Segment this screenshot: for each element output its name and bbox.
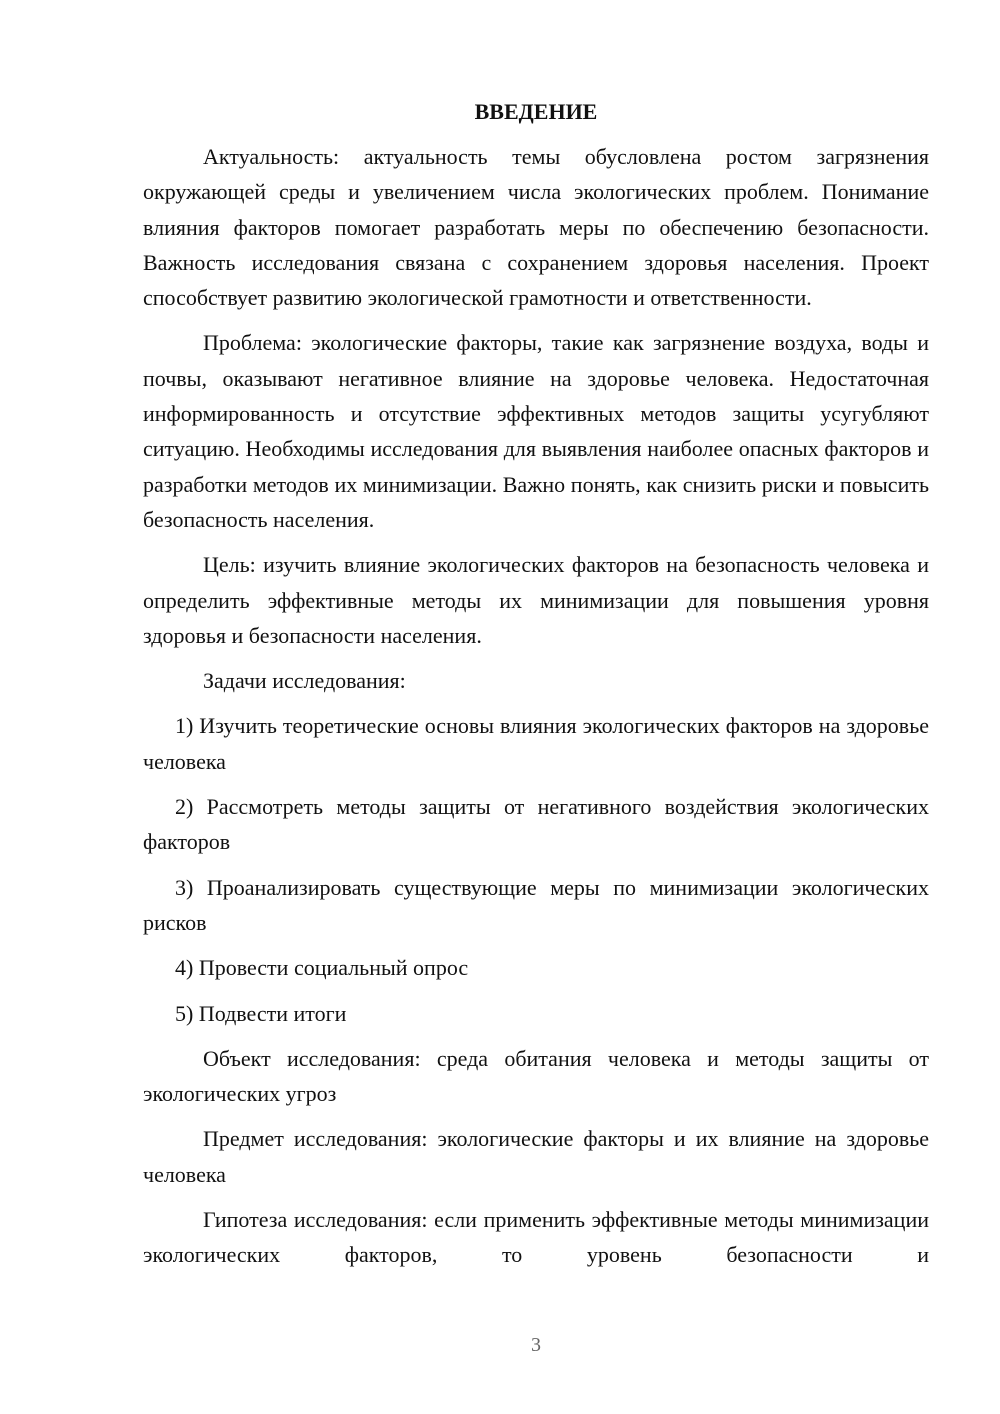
page-heading: ВВЕДЕНИЕ [474,99,598,124]
paragraph-tasks-title: Задачи исследования: [203,668,406,694]
paragraph-subject: Предмет исследования: экологические факторы и их влияние на здоровье человека [143,1126,929,1187]
page-content [143,94,929,1283]
list-item-task-2: 2) Рассмотреть методы защиты от негативного воздействия экологических факторов [143,794,929,855]
paragraph-problem: Проблема: экологические факторы, такие как загрязнение воздуха, воды и почвы, оказывают негативное влияние на здоровье человека. Недостаточная информированность и отсутствие эффективных методов защиты усугубляют ситуацию. Необходимы исследования для выявления наиболее опасных факторов и разработки методов их минимизации. Важно понять, как снизить риски и повысить безопасность населения. [143,330,929,532]
paragraph-object: Объект исследования: среда обитания человека и методы защиты от экологических угроз [143,1045,929,1107]
paragraph-relevance: Актуальность: актуальность темы обусловлена ростом загрязнения окружающей среды и увеличением числа экологических проблем. Понимание влияния факторов помогает разработать меры по обеспечению безопасности. Важность исследования связана с сохранением здоровья населения. Проект способствует развитию экологической грамотности и ответственности. [143,144,929,311]
paragraph-goal: Цель: изучить влияние экологических факторов на безопасность человека и определить эффективные методы их минимизации для повышения уровня здоровья и безопасности населения. [143,552,929,648]
page-number: 3 [531,1334,541,1356]
list-item-task-3: 3) Проанализировать существующие меры по минимизации экологических рисков [143,874,929,935]
list-item-task-4: 4) Провести социальный опрос [175,955,469,981]
list-item-task-1: 1) Изучить теоретические основы влияния экологических факторов на здоровье человека [143,713,929,774]
paragraph-hypothesis: Гипотеза исследования: если применить эффективные методы минимизации экологических факторов, то уровень безопасности и [143,1207,929,1268]
list-item-task-5: 5) Подвести итоги [175,1000,347,1026]
